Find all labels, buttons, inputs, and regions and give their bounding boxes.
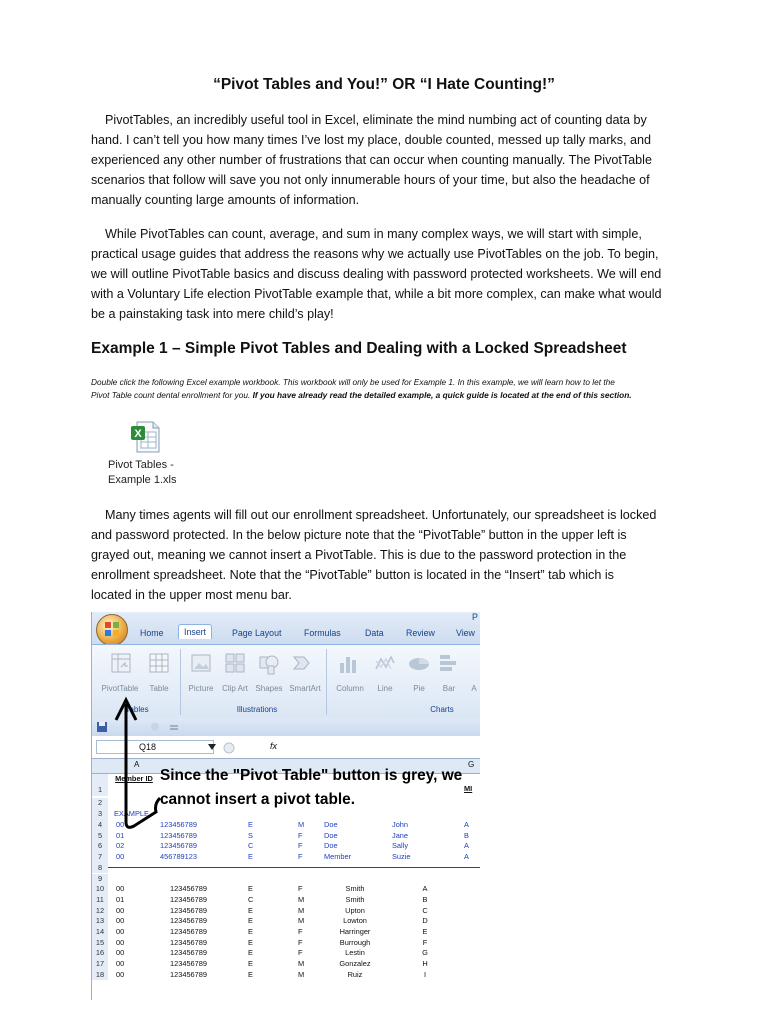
instructions-line-2: Pivot Table count dental enrollment for you.	[91, 390, 253, 400]
row-number[interactable]: 17	[92, 959, 108, 970]
table-row	[92, 820, 480, 831]
shapes-button[interactable]: Shapes	[255, 684, 283, 693]
cell[interactable]: 00	[116, 884, 125, 894]
table-row	[92, 916, 480, 927]
cell[interactable]: E	[248, 852, 253, 862]
cell[interactable]: 00	[116, 969, 125, 979]
cell[interactable]: B	[422, 894, 428, 904]
ribbon-tab-bar	[92, 612, 480, 644]
cell[interactable]: E	[248, 959, 253, 969]
cell[interactable]: M	[298, 959, 305, 969]
cell[interactable]: A	[464, 852, 469, 862]
locked-spreadsheet-paragraph	[91, 505, 681, 605]
row-number[interactable]: 5	[92, 831, 108, 842]
cell[interactable]: F	[298, 852, 303, 862]
cell[interactable]: Gonzalez	[339, 959, 371, 969]
row-number[interactable]: 2	[92, 798, 108, 809]
cell[interactable]: M	[298, 969, 305, 979]
cell[interactable]: C	[248, 894, 254, 904]
table-row	[92, 874, 480, 885]
cell[interactable]: 02	[116, 841, 125, 851]
cell[interactable]: E	[248, 937, 253, 947]
cell[interactable]: 00	[116, 927, 125, 936]
divider	[108, 867, 480, 868]
cell[interactable]: M	[298, 905, 305, 915]
instructions-text	[91, 376, 691, 402]
text-line: practical usage guides that address the reasons why we actually use PivotTables on the job. To begin,	[91, 247, 659, 262]
cell[interactable]: Smith	[345, 894, 365, 904]
cell[interactable]: A	[464, 841, 469, 851]
cell[interactable]: 123456789	[170, 905, 207, 915]
clip-art-button[interactable]: Clip Art	[222, 684, 248, 693]
window-title-fragment: P	[472, 612, 478, 622]
smartart-button[interactable]: SmartArt	[289, 684, 321, 693]
cell[interactable]: D	[422, 916, 428, 926]
cell[interactable]: 01	[116, 830, 125, 840]
attachment-filename	[108, 458, 176, 488]
column-a-header[interactable]: A	[134, 760, 140, 769]
quick-access-toolbar	[92, 718, 480, 736]
bar-chart-button[interactable]: Bar	[442, 684, 456, 693]
cell[interactable]: 123456789	[170, 927, 207, 936]
row-number[interactable]: 1	[92, 774, 108, 796]
intro-paragraph	[91, 110, 681, 210]
table-row	[92, 884, 480, 895]
pie-chart-icon	[408, 651, 430, 677]
cell[interactable]: E	[248, 905, 253, 915]
cell[interactable]: E	[248, 916, 253, 926]
cell[interactable]: EXAMPLE	[114, 809, 149, 818]
cell[interactable]: Sally	[392, 841, 409, 851]
text-line: with a Voluntary Life election PivotTable example that, while a bit more complex, can make what would	[91, 287, 662, 302]
save-icon[interactable]	[96, 721, 108, 733]
cell[interactable]: F	[298, 830, 303, 840]
tab-home[interactable]: Home	[140, 628, 164, 638]
cell[interactable]: I	[423, 969, 427, 979]
cell[interactable]: M	[298, 894, 305, 904]
name-box[interactable]	[96, 740, 214, 754]
smartart-icon	[292, 651, 314, 677]
svg-text:X: X	[134, 428, 142, 440]
annotation-callout: Since the "Pivot Table" button is grey, we cannot insert a pivot table.	[160, 767, 463, 808]
cell[interactable]: E	[248, 884, 253, 894]
cell[interactable]: E	[248, 948, 253, 958]
redo-icon[interactable]	[150, 721, 160, 733]
cell[interactable]: 123456789	[160, 830, 197, 840]
cell[interactable]: 00	[116, 820, 125, 829]
cell[interactable]: 01	[116, 894, 125, 904]
office-logo-icon	[105, 622, 119, 636]
cell[interactable]: 00	[116, 937, 125, 947]
bar-chart-icon	[438, 651, 460, 677]
attachment-filename-line1: Pivot Tables -	[108, 459, 174, 471]
table-row	[92, 948, 480, 959]
cell[interactable]: Harringer	[339, 927, 371, 936]
text-line: Many times agents will fill out our enrollment spreadsheet. Unfortunately, our spreadsheet is locked	[105, 508, 657, 522]
formula-bar	[92, 738, 480, 759]
row-number[interactable]: 7	[92, 852, 108, 863]
column-chart-icon	[338, 651, 360, 677]
cell[interactable]: 00	[116, 852, 125, 862]
cell[interactable]: Jane	[392, 830, 409, 840]
cell[interactable]: G	[422, 948, 428, 958]
text-line: we will outline PivotTable basics and discuss dealing with password protected worksheets. We will end	[91, 267, 662, 282]
cell[interactable]: 123456789	[160, 820, 197, 829]
cell[interactable]: C	[248, 841, 254, 851]
text-line: located in the upper most menu bar.	[91, 588, 292, 603]
text-line: While PivotTables can count, average, and sum in many complex ways, we will start with simple,	[105, 227, 642, 241]
document-title: “Pivot Tables and You!” OR “I Hate Counting!”	[213, 76, 555, 93]
chevron-down-icon[interactable]	[208, 744, 216, 750]
tab-data[interactable]: Data	[365, 628, 384, 638]
cell[interactable]: 00	[116, 959, 125, 969]
cell[interactable]: 123456789	[170, 894, 207, 904]
table-row	[92, 959, 480, 970]
row-number[interactable]: 9	[92, 874, 108, 885]
row-number[interactable]: 14	[92, 927, 108, 938]
tab-insert[interactable]: Insert	[178, 624, 212, 639]
cell[interactable]: Lestin	[345, 948, 365, 958]
name-box-value: Q18	[139, 742, 157, 752]
cell[interactable]: 00	[116, 948, 125, 958]
cell[interactable]: Lowton	[343, 916, 367, 926]
cell[interactable]: E	[248, 927, 253, 936]
cell[interactable]: F	[298, 948, 303, 958]
cell[interactable]: F	[298, 937, 303, 947]
picture-button[interactable]: Picture	[188, 684, 214, 693]
tab-view[interactable]: View	[456, 628, 475, 638]
text-line: be a painstaking task into mere child’s play!	[91, 307, 334, 322]
shapes-icon	[258, 651, 280, 677]
table-row	[92, 970, 480, 981]
insert-function-icon[interactable]: fx	[270, 741, 278, 751]
row-number[interactable]: 11	[92, 895, 108, 906]
cell[interactable]: Member	[324, 852, 352, 862]
pivottable-icon	[110, 651, 132, 677]
cell[interactable]: E	[248, 820, 253, 829]
cell[interactable]: 123456789	[170, 948, 207, 958]
line-chart-button[interactable]: Line	[377, 684, 393, 693]
cell[interactable]: F	[298, 841, 303, 851]
table-icon	[148, 651, 170, 677]
attachment-filename-line2: Example 1.xls	[108, 474, 177, 486]
tab-review[interactable]: Review	[406, 628, 435, 638]
overview-paragraph	[91, 224, 681, 324]
office-button[interactable]	[96, 614, 128, 646]
text-line: experienced any other number of frustrations that can occur when counting manually. The PivotTable	[91, 153, 652, 168]
instructions-quick-guide-note: If you have already read the detailed example, a quick guide is located at the end of this section.	[252, 390, 632, 400]
cell[interactable]: John	[392, 820, 409, 829]
column-g-field-header[interactable]: MI	[464, 784, 473, 793]
area-chart-button[interactable]: A	[471, 684, 477, 693]
clip-art-icon	[224, 651, 246, 677]
pie-chart-button[interactable]: Pie	[413, 684, 425, 693]
tables-group-label: Tables	[125, 705, 149, 714]
cell[interactable]: 123456789	[160, 841, 197, 851]
column-g-header[interactable]: G	[468, 760, 475, 769]
cell[interactable]: Smith	[345, 884, 365, 894]
table-row	[92, 927, 480, 938]
cell[interactable]: M	[298, 916, 305, 926]
column-chart-button[interactable]: Column	[336, 684, 364, 693]
customize-qat-icon[interactable]	[168, 721, 180, 733]
cell[interactable]: C	[422, 905, 428, 915]
cell[interactable]: A	[422, 884, 428, 894]
text-line: enrollment spreadsheet. Note that the “PivotTable” button is located in the “Insert” tab which is	[91, 568, 614, 583]
cell[interactable]: E	[248, 969, 253, 979]
cell[interactable]: Doe	[324, 841, 338, 851]
cell[interactable]: 456789123	[160, 852, 197, 862]
row-number[interactable]: 4	[92, 820, 108, 831]
row-number[interactable]: 15	[92, 938, 108, 949]
ribbon-separator	[326, 649, 327, 715]
cell[interactable]: F	[298, 927, 303, 936]
line-chart-icon	[374, 651, 396, 677]
cell[interactable]: E	[422, 927, 428, 936]
row-number[interactable]: 10	[92, 884, 108, 895]
row-number[interactable]: 3	[92, 809, 108, 820]
instructions-line-1: Double click the following Excel example workbook. This workbook will only be used for Example 1. In this example, we will learn how to let the	[91, 377, 615, 387]
table-row	[92, 906, 480, 917]
cell[interactable]: M	[298, 820, 305, 829]
cell[interactable]: 123456789	[170, 959, 207, 969]
table-button[interactable]: Table	[149, 684, 169, 693]
text-line: manually counting large amounts of information.	[91, 193, 360, 208]
cell[interactable]: Doe	[324, 820, 338, 829]
excel-file-icon	[128, 420, 162, 454]
table-row	[92, 863, 480, 874]
cell[interactable]: 123456789	[170, 916, 207, 926]
table-row	[92, 852, 480, 863]
cell[interactable]: Burrough	[339, 937, 371, 947]
table-row	[92, 895, 480, 906]
cell[interactable]: 00	[116, 916, 125, 926]
cell[interactable]: B	[464, 830, 469, 840]
text-line: grayed out, meaning we cannot insert a PivotTable. This is due to the password protection in the	[91, 548, 627, 563]
table-row	[92, 938, 480, 949]
row-number[interactable]: 8	[92, 863, 108, 874]
text-line: scenarios that follow will save you not only innumerable hours of your time, but also the headache of	[91, 173, 650, 188]
charts-group-label: Charts	[430, 705, 454, 714]
cell[interactable]: S	[248, 830, 253, 840]
cell[interactable]: Doe	[324, 830, 338, 840]
cell[interactable]: H	[422, 959, 428, 969]
tab-formulas[interactable]: Formulas	[304, 628, 341, 638]
cancel-entry-icon[interactable]	[222, 741, 236, 755]
row-number[interactable]: 13	[92, 916, 108, 927]
cell[interactable]: 00	[116, 905, 125, 915]
cell[interactable]: F	[298, 884, 303, 894]
picture-icon	[190, 651, 212, 677]
pivottable-button[interactable]: PivotTable	[101, 684, 139, 693]
table-row	[92, 841, 480, 852]
text-line: hand. I can’t tell you how many times I’ve lost my place, double counted, messed up tally marks, and	[91, 133, 652, 148]
text-line: PivotTables, an incredibly useful tool in Excel, eliminate the mind numbing act of counting data by	[105, 113, 647, 127]
illustrations-group-label: Illustrations	[236, 705, 278, 714]
excel-screenshot	[91, 612, 480, 1000]
row-number[interactable]: 18	[92, 970, 108, 981]
ribbon-separator	[180, 649, 181, 715]
row-number[interactable]: 16	[92, 948, 108, 959]
cell[interactable]: A	[464, 820, 469, 829]
cell[interactable]: 123456789	[170, 884, 207, 894]
cell[interactable]: F	[422, 937, 428, 947]
row-number[interactable]: 12	[92, 906, 108, 917]
cell[interactable]: Upton	[345, 905, 365, 915]
cell[interactable]: Suzie	[392, 852, 411, 862]
member-id-header[interactable]: Member ID	[115, 774, 153, 783]
cell[interactable]: Ruiz	[347, 969, 363, 979]
table-row	[92, 831, 480, 842]
cell[interactable]: 123456789	[170, 969, 207, 979]
row-number[interactable]: 6	[92, 841, 108, 852]
insert-ribbon	[92, 644, 480, 718]
example-1-heading: Example 1 – Simple Pivot Tables and Dealing with a Locked Spreadsheet	[91, 340, 627, 357]
text-line: and password protected. In the below picture note that the “PivotTable” button in the upper left is	[91, 528, 627, 543]
cell[interactable]: 123456789	[170, 937, 207, 947]
tab-page-layout[interactable]: Page Layout	[232, 628, 282, 638]
